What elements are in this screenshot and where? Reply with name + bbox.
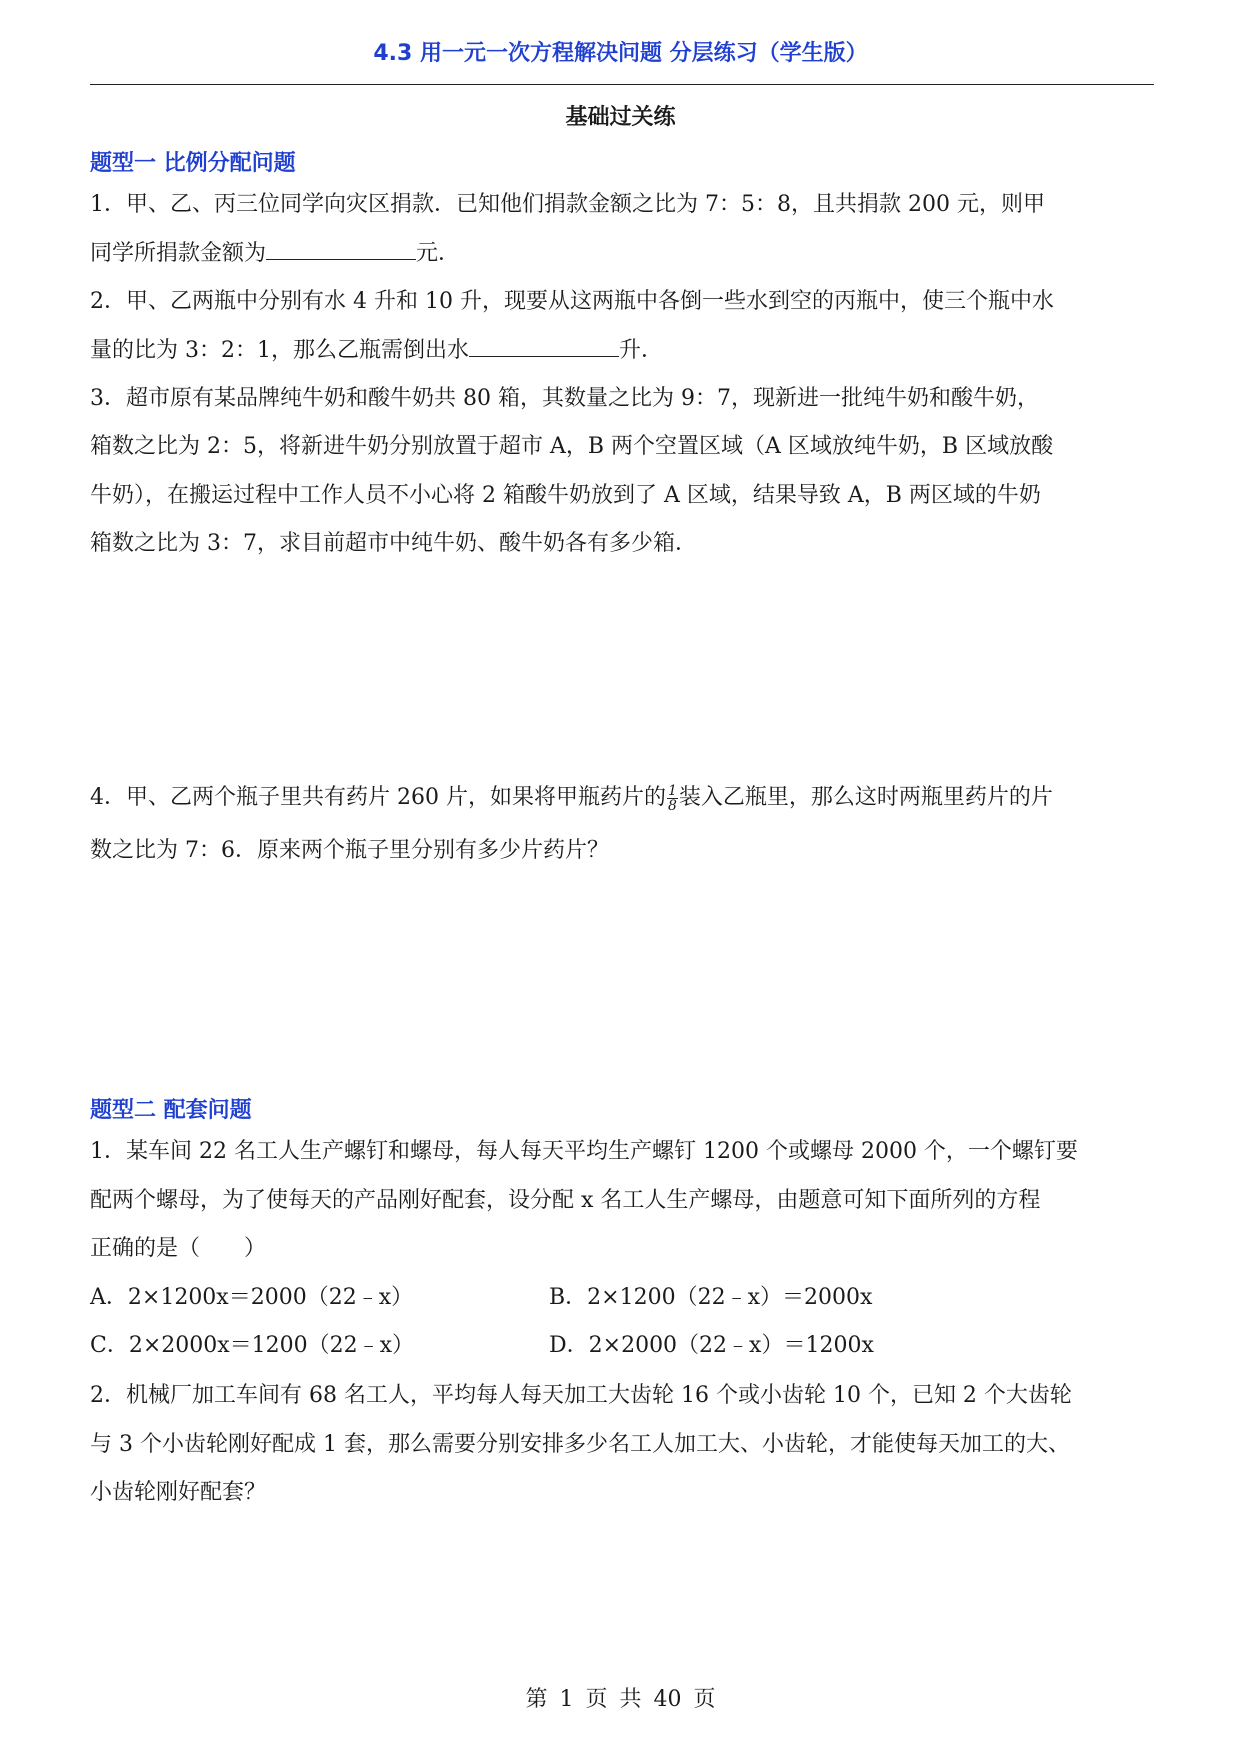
q4-text-before-fraction: 4．甲、乙两个瓶子里共有药片 260 片，如果将甲瓶药片的 xyxy=(90,785,666,810)
fraction xyxy=(667,784,678,813)
type1-q4-line2: 数之比为 7：6．原来两个瓶子里分别有多少片药片？ xyxy=(90,838,609,863)
q4-text-after-fraction: 装入乙瓶里，那么这时两瓶里药片的片 xyxy=(678,785,1053,810)
type1-q1-line1: 1．甲、乙、丙三位同学向灾区捐款．已知他们捐款金额之比为 7：5：8，且共捐款 200 元，则甲 xyxy=(90,192,1045,217)
page-footer xyxy=(0,1682,1241,1713)
type2-q2-line1: 2．机械厂加工车间有 68 名工人，平均每人每天加工大齿轮 16 个或小齿轮 10 个，已知 2 个大齿轮 xyxy=(90,1383,1072,1408)
footer-total-number: 40 xyxy=(653,1687,682,1712)
header-divider xyxy=(90,84,1154,85)
type1-q3-line2: 箱数之比为 2：5，将新进牛奶分别放置于超市 A，B 两个空置区域（A 区域放纯牛奶，B 区域放酸 xyxy=(90,434,1054,459)
q1-text-before-blank: 同学所捐款金额为 xyxy=(90,241,267,266)
type1-q3-line3: 牛奶），在搬运过程中工作人员不小心将 2 箱酸牛奶放到了 A 区域，结果导致 A，B 两区域的牛奶 xyxy=(90,483,1041,508)
answer-blank[interactable] xyxy=(266,237,416,260)
type1-q2-line2 xyxy=(90,334,663,366)
option-d[interactable]: D．2×2000（22﹣x）＝1200x xyxy=(549,1333,874,1358)
footer-total-unit: 页 xyxy=(693,1687,716,1712)
type2-heading: 题型二 配套问题 xyxy=(90,1098,252,1123)
q2-text-after-blank: 升． xyxy=(619,338,664,363)
type1-q2-line1: 2．甲、乙两瓶中分别有水 4 升和 10 升，现要从这两瓶中各倒一些水到空的丙瓶中，使三个瓶中水 xyxy=(90,289,1054,314)
footer-page-label: 第 xyxy=(525,1687,548,1712)
type1-q1-line2 xyxy=(90,237,460,269)
q2-text-before-blank: 量的比为 3：2：1，那么乙瓶需倒出水 xyxy=(90,338,469,363)
section-title: 基础过关练 xyxy=(565,105,676,130)
type1-q3-line1: 3．超市原有某品牌纯牛奶和酸牛奶共 80 箱，其数量之比为 9：7，现新进一批纯牛奶和酸牛奶， xyxy=(90,386,1039,411)
fraction-denominator: 8 xyxy=(667,797,677,814)
footer-page-unit: 页 xyxy=(585,1687,608,1712)
type2-q1-line1: 1．某车间 22 名工人生产螺钉和螺母，每人每天平均生产螺钉 1200 个或螺母 2000 个，一个螺钉要 xyxy=(90,1139,1078,1164)
type2-q2-line3: 小齿轮刚好配套？ xyxy=(90,1480,267,1505)
type1-heading: 题型一 比例分配问题 xyxy=(90,151,296,176)
q1-text-after-blank: 元． xyxy=(416,241,461,266)
footer-total-label: 共 xyxy=(619,1687,642,1712)
page-header-title: 4.3 用一元一次方程解决问题 分层练习（学生版） xyxy=(373,41,868,66)
option-a[interactable]: A．2×1200x＝2000（22﹣x） xyxy=(90,1285,414,1310)
type2-q1-line2: 配两个螺母，为了使每天的产品刚好配套，设分配 x 名工人生产螺母，由题意可知下面所列的方程 xyxy=(90,1188,1041,1213)
footer-page-number: 1 xyxy=(559,1687,574,1712)
option-c[interactable]: C．2×2000x＝1200（22﹣x） xyxy=(90,1333,415,1358)
answer-blank[interactable] xyxy=(469,334,619,357)
type1-q3-line4: 箱数之比为 3：7，求目前超市中纯牛奶、酸牛奶各有多少箱． xyxy=(90,531,697,556)
type2-q2-line2: 与 3 个小齿轮刚好配成 1 套，那么需要分别安排多少名工人加工大、小齿轮，才能使每天加工的大、 xyxy=(90,1432,1070,1457)
type1-q4-line1 xyxy=(90,783,1053,813)
option-b[interactable]: B．2×1200（22﹣x）＝2000x xyxy=(549,1285,873,1310)
type2-q1-line3: 正确的是（ ） xyxy=(90,1236,267,1261)
fraction-numerator: 1 xyxy=(667,782,677,799)
